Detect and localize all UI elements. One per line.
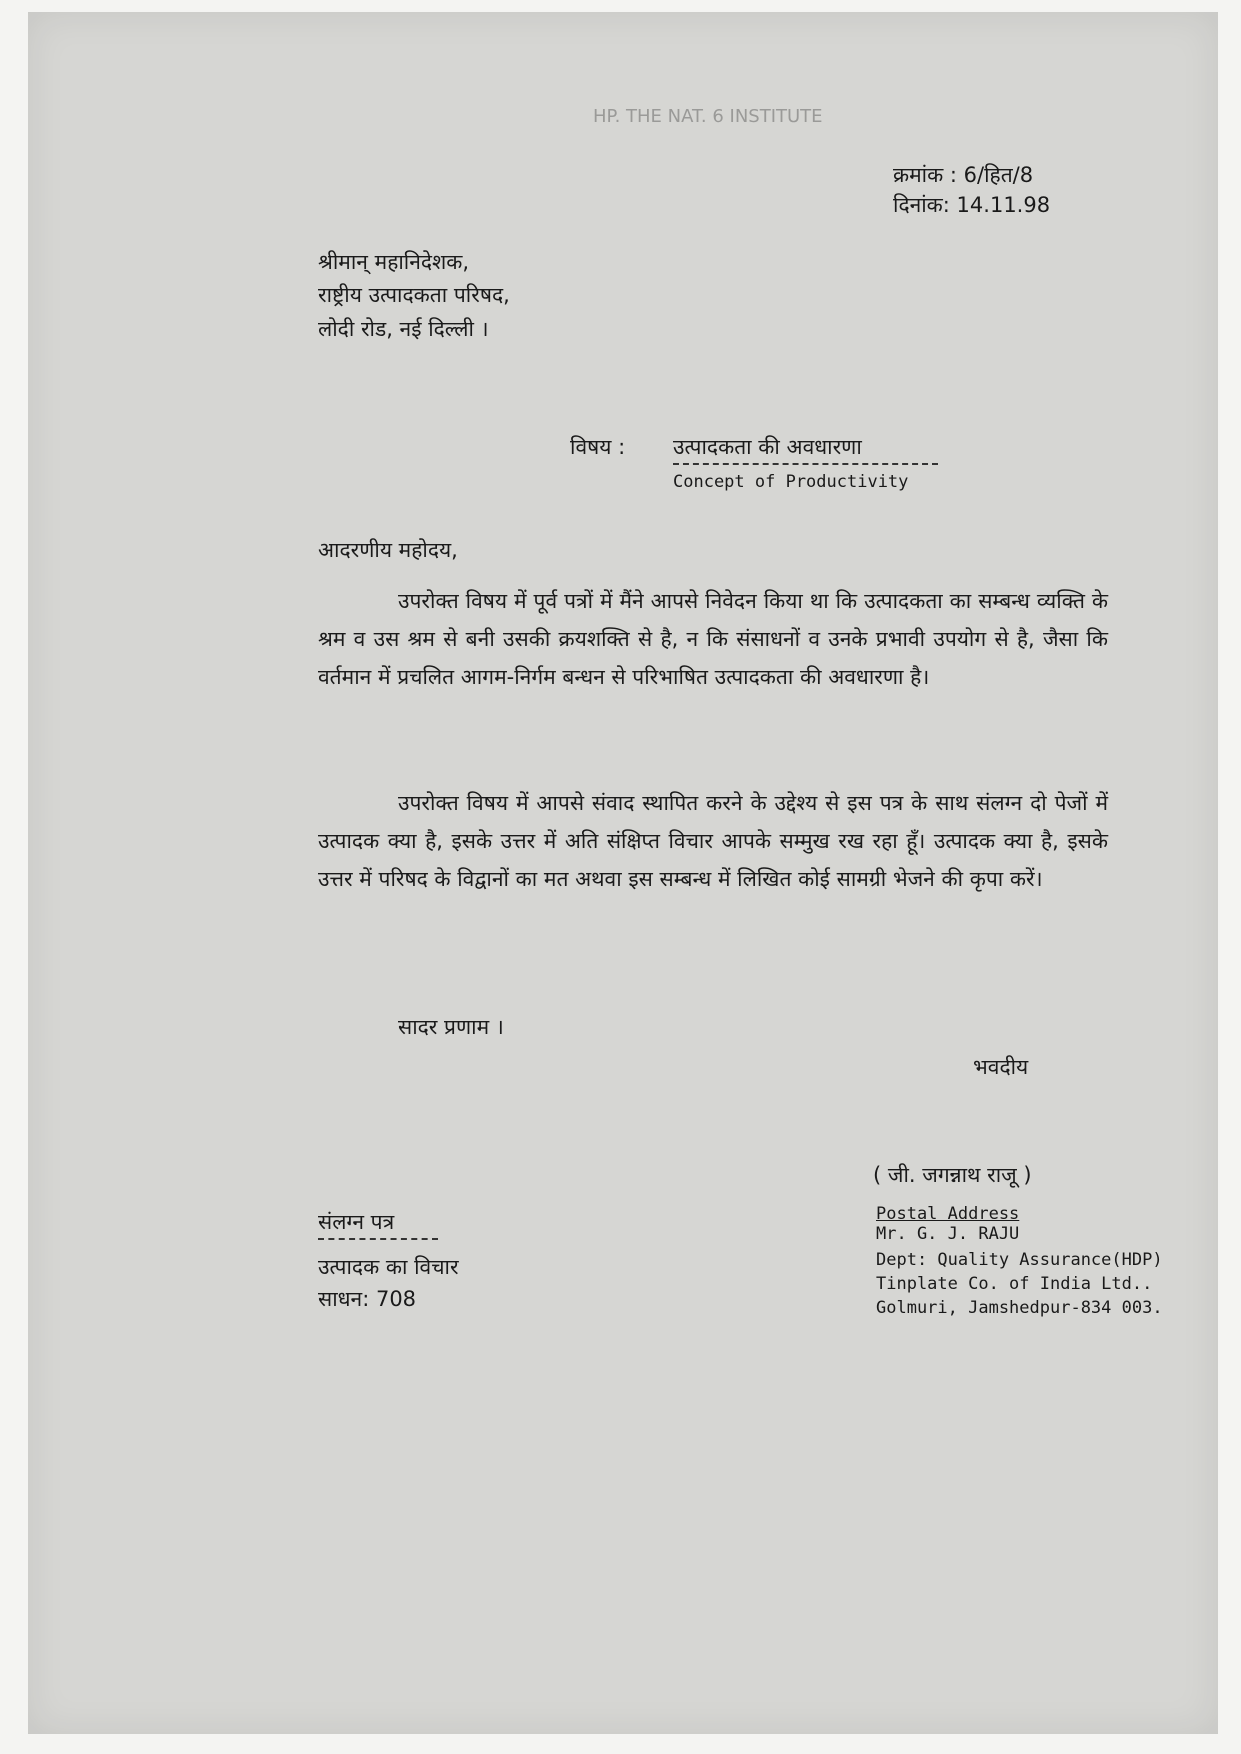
letter-date: दिनांक: 14.11.98 — [893, 193, 1051, 217]
signature-name: ( जी. जगन्नाथ राजू ) — [873, 1163, 1032, 1187]
addressee-line-2: राष्ट्रीय उत्पादकता परिषद, — [318, 283, 510, 307]
yours-faithfully: भवदीय — [973, 1055, 1029, 1079]
postal-line-4: Golmuri, Jamshedpur-834 003. — [876, 1298, 1163, 1318]
postal-line-2: Dept: Quality Assurance(HDP) — [876, 1250, 1163, 1270]
postal-line-3: Tinplate Co. of India Ltd.. — [876, 1274, 1153, 1294]
enclosure-item: उत्पादक का विचार — [318, 1255, 459, 1279]
postal-line-1: Mr. G. J. RAJU — [876, 1224, 1020, 1244]
enclosure-label: संलग्न पत्र — [318, 1207, 438, 1240]
enclosure-ref: साधन: 708 — [318, 1287, 417, 1311]
subject-label: विषय : — [570, 435, 626, 459]
reference-number: क्रमांक : 6/हित/8 — [893, 163, 1034, 187]
closing: सादर प्रणाम । — [398, 1015, 504, 1039]
addressee-line-1: श्रीमान् महानिदेशक, — [318, 250, 470, 274]
postal-heading: Postal Address — [876, 1204, 1020, 1224]
subject-hindi: उत्पादकता की अवधारणा — [673, 432, 938, 465]
paragraph-1: उपरोक्त विषय में पूर्व पत्रों में मैंने आपसे निवेदन किया था कि उत्पादकता का सम्बन्ध व्यक्ति के श्रम व उस श्रम से बनी उसकी क्रयशक्ति से है, न कि संसाधनों व उनके प्रभावी उपयोग से है, जैसा कि वर्तमान में प्रचलित आगम-निर्गम बन्धन से परिभाषित उत्पादकता की अवधारणा है। — [318, 589, 1108, 689]
paragraph-2: उपरोक्त विषय में आपसे संवाद स्थापित करने के उद्देश्य से इस पत्र के साथ संलग्न दो पेजों में उत्पादक क्या है, इसके उत्तर में अति संक्षिप्त विचार आपके सम्मुख रख रहा हूँ। उत्पादक क्या है, इसके उत्तर में परिषद के विद्वानों का मत अथवा इस सम्बन्ध में लिखित कोई सामग्री भेजने की कृपा करें। — [318, 791, 1108, 891]
faded-header: HP. THE NAT. 6 INSTITUTE — [593, 106, 823, 127]
salutation: आदरणीय महोदय, — [318, 538, 458, 562]
addressee-line-3: लोदी रोड, नई दिल्ली । — [318, 317, 489, 341]
letter-page — [28, 12, 1218, 1734]
subject-english: Concept of Productivity — [673, 472, 909, 492]
